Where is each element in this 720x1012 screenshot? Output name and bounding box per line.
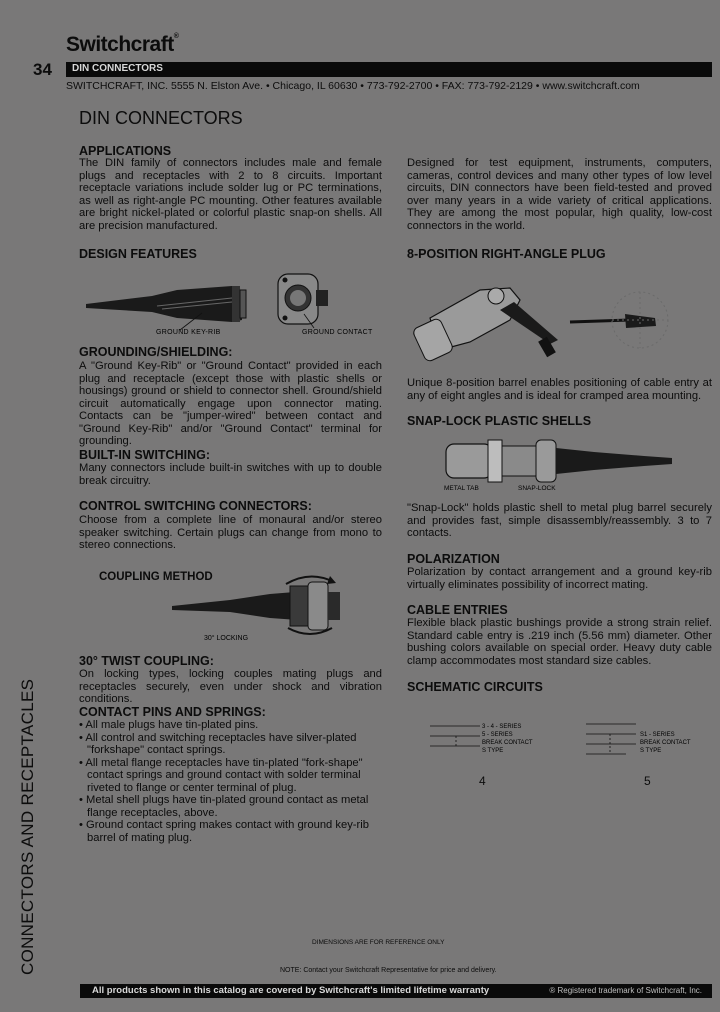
- side-section-label: CONNECTORS AND RECEPTACLES: [18, 678, 37, 975]
- list-item: • All male plugs have tin-plated pins.: [79, 719, 259, 731]
- cable-entries-heading: CABLE ENTRIES: [407, 603, 508, 617]
- coupling-method-heading: COUPLING METHOD: [99, 571, 213, 583]
- section-banner: [66, 62, 712, 77]
- applications-heading: APPLICATIONS: [79, 144, 172, 158]
- schematic-circuit-5: [586, 724, 636, 754]
- schematic-5-label: S1 - SERIES: [640, 732, 675, 738]
- company-address: SWITCHCRAFT, INC. 5555 N. Elston Ave. • Chicago, IL 60630 • 773-792-2700 • FAX: 773-792-2129 • www.switchcraft.com: [66, 80, 640, 92]
- reference-stamp: DIMENSIONS ARE FOR REFERENCE ONLY: [312, 939, 445, 946]
- schematic-4-label: 3 - 4 - SERIES: [482, 724, 522, 730]
- snap-lock-heading: SNAP-LOCK PLASTIC SHELLS: [407, 414, 592, 428]
- right-angle-plug-drawing: [412, 288, 558, 363]
- right-angle-plug-illustration: [410, 270, 710, 370]
- footer-note: NOTE: Contact your Switchcraft Representative for price and delivery.: [280, 967, 497, 974]
- polarization-text: Polarization by contact arrangement and a ground key-rib virtually eliminates possibility of incorrect mating.: [407, 566, 712, 591]
- twist-coupling-text: On locking types, locking couples mating plugs and receptacles securely, even under shock and vibration conditions.: [79, 668, 382, 705]
- control-switching-text: Choose from a complete line of monaural and/or stereo speaker switching. Certain plugs can change from mono to stereo connections.: [79, 514, 382, 551]
- schematic-diagram: [420, 716, 710, 768]
- banner-label: DIN CONNECTORS: [72, 63, 163, 74]
- list-item: • All metal flange receptacles have tin-plated "fork-shape" contact springs and ground contact with solder terminal riveted to flange or center terminal of plug.: [79, 756, 363, 794]
- schematic-4-label: S TYPE: [482, 748, 504, 754]
- list-item: • Ground contact spring makes contact with ground key-rib barrel of mating plug.: [79, 819, 369, 844]
- ground-contact-caption: GROUND CONTACT: [302, 329, 373, 336]
- receptacle-drawing: [278, 274, 328, 328]
- applications-right-text: Designed for test equipment, instruments, computers, cameras, control devices and many other types of low level circuits, DIN connectors have been field-tested and proved over many years in a wide variety of critical applications. They are among the most popular, high quality, low-cost connectors in the world.: [407, 157, 712, 232]
- snap-lock-caption: SNAP-LOCK: [518, 485, 556, 492]
- list-item: • All control and switching receptacles have silver-plated "forkshape" contact springs.: [79, 731, 357, 756]
- coupling-illustration: [170, 570, 360, 642]
- list-item: • Metal shell plugs have tin-plated ground contact as metal flange receptacles, above.: [79, 794, 369, 819]
- applications-text: The DIN family of connectors includes male and female plugs and receptacles with 2 to 8 circuits. Important receptacle variations include solder lug or PC terminations, as well as right-angle PC mounting. Other features available are bright nickel-plated or colorful plastic snap-on shells. All are precision manufactured.: [79, 157, 382, 232]
- page-number: 34: [33, 60, 52, 79]
- schematic-4-label: BREAK CONTACT: [482, 740, 533, 746]
- schematic-5-label: S TYPE: [640, 748, 662, 754]
- contact-pins-heading: CONTACT PINS AND SPRINGS:: [79, 705, 266, 719]
- schematic-number-4: 4: [479, 774, 486, 788]
- locking-caption: 30° LOCKING: [204, 635, 249, 642]
- metal-tab-caption: METAL TAB: [444, 485, 479, 492]
- control-switching-heading: CONTROL SWITCHING CONNECTORS:: [79, 499, 312, 513]
- position-diagram: [570, 292, 668, 348]
- page-title: DIN CONNECTORS: [79, 108, 243, 128]
- design-features-illustration: [82, 268, 382, 340]
- snap-lock-text: "Snap-Lock" holds plastic shell to metal plug barrel securely and provides fast, simple disassembly/reassembly. 3 to 7 contacts.: [407, 502, 712, 539]
- plug-drawing: [86, 286, 246, 330]
- trademark-text: ® Registered trademark of Switchcraft, Inc.: [549, 986, 702, 995]
- twist-coupling-heading: 30° TWIST COUPLING:: [79, 654, 214, 668]
- schematic-5-label: BREAK CONTACT: [640, 740, 691, 746]
- polarization-heading: POLARIZATION: [407, 552, 500, 566]
- right-angle-plug-text: Unique 8-position barrel enables positioning of cable entry at any of eight angles and is ideal for cramped area mounting.: [407, 377, 712, 402]
- snap-lock-illustration: [444, 432, 674, 494]
- builtin-switching-text: Many connectors include built-in switches with up to double break circuitry.: [79, 462, 382, 487]
- schematic-number-5: 5: [644, 774, 651, 788]
- grounding-heading: GROUNDING/SHIELDING:: [79, 345, 233, 359]
- design-features-heading: DESIGN FEATURES: [79, 247, 197, 261]
- right-angle-plug-heading: 8-POSITION RIGHT-ANGLE PLUG: [407, 247, 606, 261]
- contact-pins-list: [79, 719, 382, 844]
- schematic-heading: SCHEMATIC CIRCUITS: [407, 680, 543, 694]
- builtin-switching-heading: BUILT-IN SWITCHING:: [79, 448, 210, 462]
- schematic-circuit-4: [430, 726, 480, 746]
- schematic-4-label: 5 - SERIES: [482, 732, 513, 738]
- cable-entries-text: Flexible black plastic bushings provide a strong strain relief. Standard cable entry is .219 inch (5.56 mm) diameter. Other bushing colors available on special order. Heavy duty cable clamp accommodates most standard size cables.: [407, 617, 712, 667]
- warranty-text: All products shown in this catalog are covered by Switchcraft's limited lifetime warranty: [92, 985, 490, 996]
- grounding-text: A "Ground Key-Rib" or "Ground Contact" provided in each plug and receptacle (except those with plastic shells or housings) ground or shield to connector shell. Ground/shield circuit automatically engage upon connector mating. Contacts can be "jumper-wired" between contact and "Ground Key-Rib" and/or "Ground Contact" terminal for grounding.: [79, 360, 382, 447]
- warranty-footer: [80, 984, 712, 998]
- ground-key-rib-caption: GROUND KEY-RIB: [156, 329, 221, 336]
- brand-logo: Switchcraft®: [66, 33, 179, 56]
